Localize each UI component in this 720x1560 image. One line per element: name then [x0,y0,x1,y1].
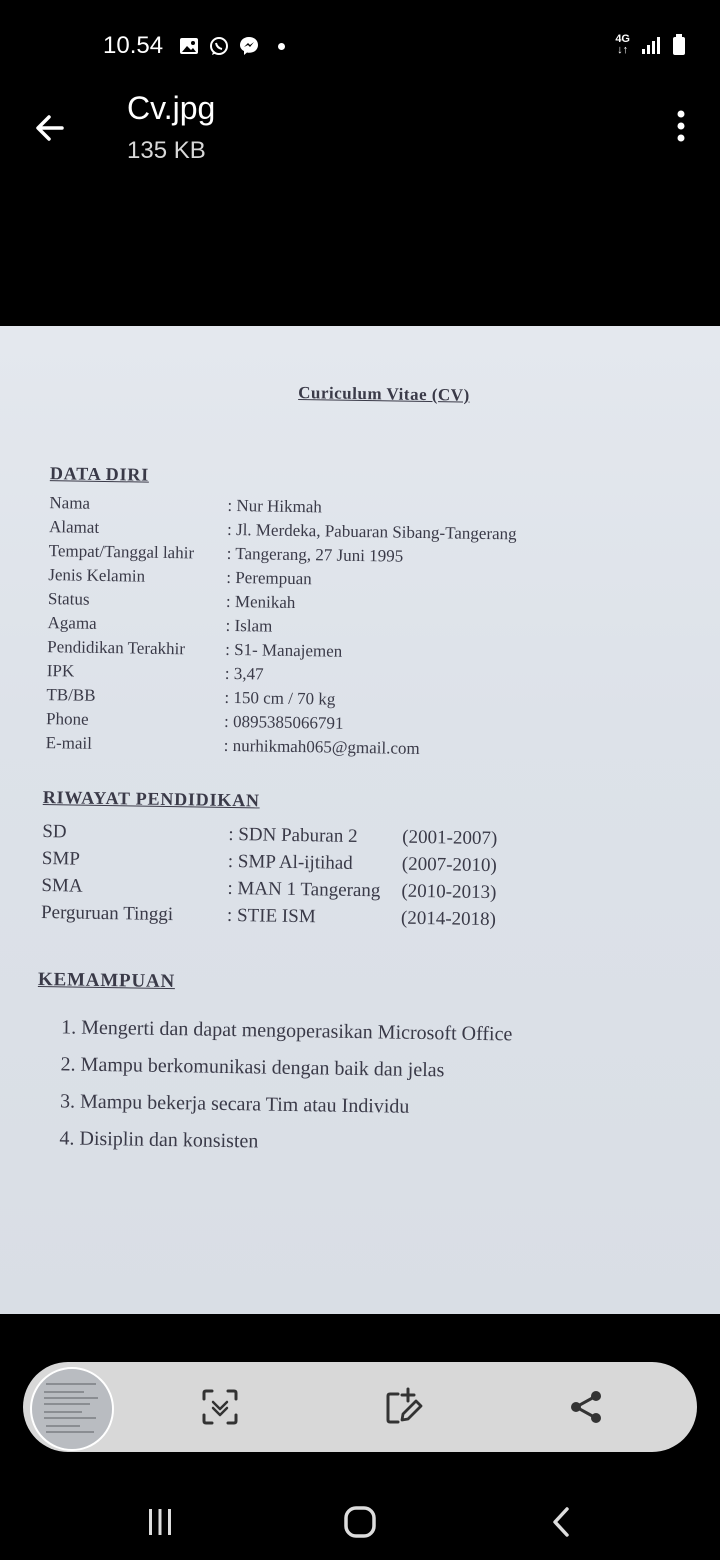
status-time: 10.54 [103,32,164,59]
arrow-left-icon[interactable] [30,108,70,148]
home-icon[interactable] [335,1500,385,1544]
image-viewer[interactable] [0,326,720,1314]
section-heading-data-diri: DATA DIRI [49,463,150,485]
battery-icon [672,34,686,56]
notification-dot [278,43,285,50]
scan-text-icon[interactable] [195,1382,245,1432]
section-heading-riwayat-pendidikan: RIWAYAT PENDIDIKAN [42,787,260,811]
network-type-label: 4G [615,33,630,45]
status-system-icons [615,34,686,56]
thumbnail-preview[interactable] [30,1367,114,1451]
data-arrows-icon: ↓↑ [617,44,629,56]
skill-item: 3. Mampu bekerja secara Tim atau Individu [59,1090,410,1118]
status-bar [0,0,720,95]
gallery-icon [178,35,200,57]
whatsapp-icon [208,35,230,57]
file-name: Cv.jpg [127,90,216,126]
skill-item: 1. Mengerti dan dapat mengoperasikan Microsoft Office [61,1016,513,1046]
more-vertical-icon[interactable] [668,108,694,144]
status-notification-icons [178,35,285,57]
file-size: 135 KB [127,137,206,164]
section-heading-kemampuan: KEMAMPUAN [37,968,176,993]
recents-icon[interactable] [135,1500,185,1544]
signal-icon [640,35,662,55]
edit-icon[interactable] [378,1382,428,1432]
cv-document: Curiculum Vitae (CV) DATA DIRI Nama : Nur Hikmah Alamat : Jl. Merdeka, Pabuaran Sibang-Tangerang Tempat/Tanggal lahir : Tangerang, 27 Juni 1995 Jenis Kelamin : Perempuan Status : Menikah Agama : Islam Pendidikan Terakhir : S1- Manajemen IPK : 3,47 TB/BB : 150 cm / 70 kg Phone : 0895385066791 E-mail : nurhikmah065@gmail.com RIWAYAT PENDIDIKAN SD : SDN Paburan 2 (2001-2007) SMP : SMP Al-ijtihad (2007-2010) SMA : MAN 1 Tangerang (2010-2013) Perguruan Tinggi : STIE ISM (2014-2018) KEMAMPUAN 1. Mengerti dan dapat mengoperasikan Microsoft Office 2. Mampu berkomunikasi dengan baik dan jelas 3. Mampu bekerja secara Tim atau Individu 4. Disiplin dan konsisten [37,382,517,1153]
doc-title: Curiculum Vitae (CV) [298,382,470,405]
skill-item: 4. Disiplin dan konsisten [59,1127,259,1153]
network-indicator [615,34,630,56]
back-icon[interactable] [537,1500,587,1544]
skill-item: 2. Mampu berkomunikasi dengan baik dan jelas [60,1053,445,1082]
share-icon[interactable] [561,1382,611,1432]
messenger-icon [238,35,260,57]
